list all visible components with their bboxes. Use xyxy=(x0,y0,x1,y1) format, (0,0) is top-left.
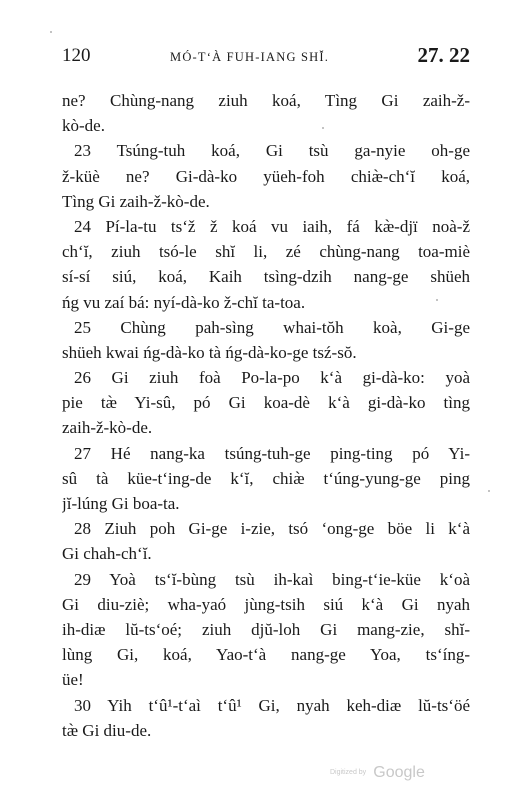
body-text xyxy=(62,88,470,743)
text-line: lùng Gi, koá, Yao-t‘à nang-ge Yoa, ts‘íng- xyxy=(62,645,470,665)
verse-24-start: 24 Pí-la-tu ts‘ž ž koá vu iaih, fá kæ̀-djï noà-ž xyxy=(74,216,470,236)
print-speck xyxy=(436,299,438,301)
text-line: ne? Chùng-nang ziuh koá, Tìng Gi zaih-ž- xyxy=(62,91,470,110)
verse-30-start: 30 Yih t‘û¹-t‘aì t‘û¹ Gi, nyah keh-diæ lŭ-ts‘öé xyxy=(74,695,470,715)
verse-27-start: 27 Hé nang-ka tsúng-tuh-ge ping-ting pó Yi- xyxy=(74,443,470,463)
print-speck xyxy=(488,490,490,492)
text-line: zaih-ž-kò-de. xyxy=(62,418,153,438)
verse-28-start: 28 Ziuh poh Gi-ge i-zie, tsó ‘ong-ge böe li k‘à xyxy=(74,519,470,539)
page-number: 120 xyxy=(62,45,91,66)
text-line: Gi diu-ziè; wha-yaó jùng-tsih siú k‘à Gi nyah xyxy=(62,594,470,614)
google-watermark xyxy=(330,762,425,782)
print-speck xyxy=(322,127,324,129)
text-line: ch‘ĭ, ziuh tsó-le shĭ li, zé chùng-nang toa-miè xyxy=(62,242,470,262)
text-line: pie tæ̀ Yi-sû, pó Gi koa-dè k‘à gi-dà-ko tìng xyxy=(62,393,470,413)
verse-29-start: 29 Yoà ts‘ĭ-bùng tsù ih-kaì bing-t‘ie-küe k‘oà xyxy=(74,569,470,589)
print-speck xyxy=(50,31,52,33)
page-header xyxy=(62,44,470,68)
text-line: ž-küè ne? Gi-dà-ko yüeh-foh chiæ̀-ch‘ĭ koá, xyxy=(62,166,470,186)
text-line: shüeh kwai ńg-dà-ko tà ńg-dà-ko-ge tsź-sŏ. xyxy=(62,342,357,362)
text-line: kò-de. xyxy=(62,116,105,136)
verse-26-start: 26 Gi ziuh foà Po-la-po k‘à gi-dà-ko: yoà xyxy=(74,368,470,388)
text-line: ńg vu zaí bá: nyí-dà-ko ž-chĭ ta-toa. xyxy=(62,292,306,312)
chapter-verse-reference: 27. 22 xyxy=(417,43,470,67)
running-title: MÓ-T‘À FUH-IANG SHĬ. xyxy=(170,50,330,64)
verse-23-start: 23 Tsúng-tuh koá, Gi tsù ga-nyie oh-ge xyxy=(74,141,470,161)
text-line: sí-sí siú, koá, Kaih tsìng-dzih nang-ge shüeh xyxy=(62,267,470,287)
text-line: tæ̀ Gi diu-de. xyxy=(62,720,152,740)
verse-25-start: 25 Chùng pah-sìng whai-tŏh koà, Gi-ge xyxy=(74,317,470,337)
text-line: üe! xyxy=(62,670,84,690)
text-line: Gi chah-ch‘ĭ. xyxy=(62,544,152,564)
text-line: jĭ-lúng Gi boa-ta. xyxy=(62,494,180,513)
watermark-digitized-label: Digitized by xyxy=(330,769,367,776)
google-logo: Google xyxy=(373,763,425,781)
text-line: ih-diæ lŭ-ts‘oé; ziuh djŭ-loh Gi mang-zie, shĭ- xyxy=(62,619,470,639)
text-line: sû tà küe-t‘ing-de k‘ĭ, chiæ̀ t‘úng-yung-ge ping xyxy=(62,468,470,488)
text-line: Tìng Gi zaih-ž-kò-de. xyxy=(62,191,210,211)
